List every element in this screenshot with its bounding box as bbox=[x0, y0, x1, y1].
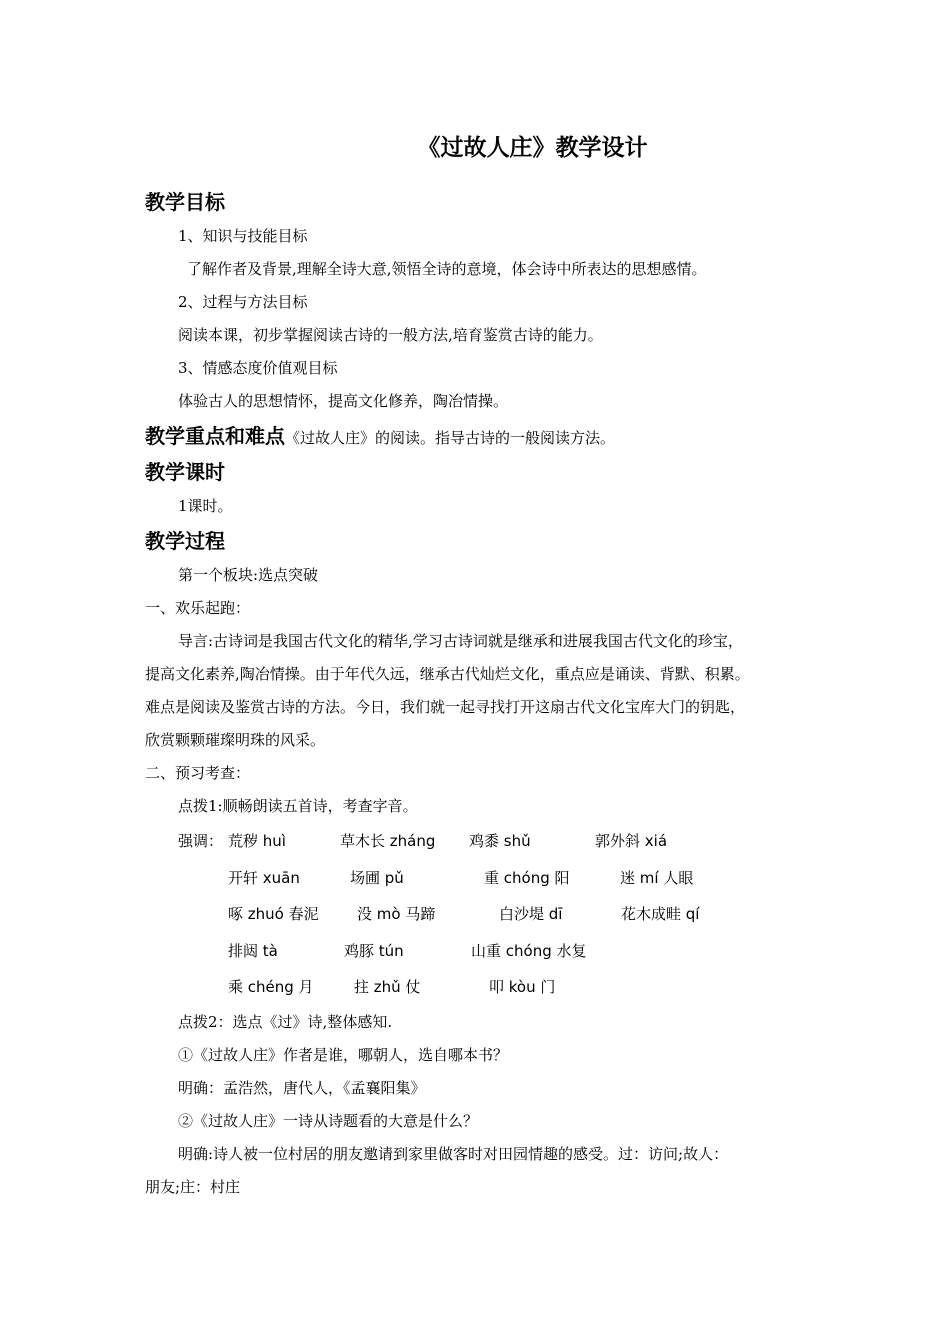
tip-2: 点拨2：选点《过》诗,整体感知. bbox=[178, 1012, 393, 1031]
pronunciation-item: 排闼 tà bbox=[228, 941, 278, 960]
goal-2-text: 阅读本课，初步掌握阅读古诗的一般方法,培育鉴赏古诗的能力。 bbox=[178, 326, 603, 344]
pronunciation-item: 没 mò 马蹄 bbox=[357, 905, 436, 923]
pronunciation-item: 啄 zhuó 春泥 bbox=[228, 905, 319, 923]
question-2: ②《过故人庄》一诗从诗题看的大意是什么？ bbox=[178, 1111, 479, 1130]
pronunciation-item: 郭外斜 xiá bbox=[595, 832, 668, 850]
heading-process: 教学过程 bbox=[145, 529, 225, 553]
block-1-title: 第一个板块:选点突破 bbox=[178, 566, 319, 584]
part-2-title: 二、预习考查： bbox=[145, 764, 251, 782]
pronunciation-item: 乘 chéng 月 bbox=[228, 978, 314, 996]
pronunciation-row bbox=[145, 823, 825, 860]
key-points-text: 《过故人庄》的阅读。指导古诗的一般阅读方法。 bbox=[285, 429, 616, 447]
pronunciation-item: 重 chóng 阳 bbox=[484, 868, 570, 887]
intro-line-3: 难点是阅读及鉴赏古诗的方法。今日，我们就一起寻找打开这扇古代文化宝库大门的钥匙， bbox=[145, 698, 746, 716]
pronunciation-item: 花木成畦 qí bbox=[621, 905, 700, 923]
answer-1: 明确：孟浩然，唐代人，《孟襄阳集》 bbox=[178, 1078, 426, 1097]
pronunciation-item: 场圃 pǔ bbox=[350, 868, 404, 887]
pronunciation-row bbox=[145, 896, 825, 933]
pronunciation-item: 草木长 zháng bbox=[340, 832, 436, 850]
answer-2-line-1: 明确:诗人被一位村居的朋友邀请到家里做客时对田园情趣的感受。过：访问;故人： bbox=[178, 1144, 729, 1163]
emphasis-label: 强调： bbox=[178, 832, 224, 850]
intro-line-4: 欣赏颗颗璀璨明珠的风采。 bbox=[145, 731, 326, 749]
pronunciation-item: 开轩 xuān bbox=[228, 868, 300, 887]
answer-2-line-2: 朋友;庄：村庄 bbox=[145, 1177, 241, 1196]
goal-2-label: 2、过程与方法目标 bbox=[178, 293, 308, 311]
hours-text: 1课时。 bbox=[178, 497, 233, 515]
goal-3-text: 体验古人的思想情怀，提高文化修养，陶冶情操。 bbox=[178, 392, 509, 410]
tip-1: 点拨1:顺畅朗读五首诗，考查字音。 bbox=[178, 797, 418, 815]
goal-1-label: 1、知识与技能目标 bbox=[178, 227, 308, 245]
pronunciation-item: 山重 chóng 水复 bbox=[471, 941, 587, 960]
intro-line-2: 提高文化素养,陶冶情操。由于年代久远，继承古代灿烂文化，重点应是诵读、背默、积累。 bbox=[145, 665, 750, 683]
document-title: 《过故人庄》教学设计 bbox=[417, 134, 648, 161]
heading-key-points bbox=[145, 420, 825, 454]
pronunciation-item: 鸡黍 shǔ bbox=[469, 832, 531, 850]
goal-3-label: 3、情感态度价值观目标 bbox=[178, 359, 338, 377]
part-1-title: 一、欢乐起跑： bbox=[145, 599, 251, 617]
goal-1-text: 了解作者及背景,理解全诗大意,领悟全诗的意境，体会诗中所表达的思想感情。 bbox=[187, 260, 707, 278]
pronunciation-row bbox=[145, 969, 825, 1006]
pronunciation-item: 叩 kòu 门 bbox=[489, 978, 556, 996]
pronunciation-item: 迷 mí 人眼 bbox=[620, 868, 694, 887]
pronunciation-row bbox=[145, 933, 825, 970]
pronunciation-item: 白沙堤 dī bbox=[499, 905, 563, 923]
pronunciation-item: 拄 zhǔ 仗 bbox=[354, 978, 421, 996]
heading-hours: 教学课时 bbox=[145, 460, 225, 484]
intro-line-1: 导言:古诗词是我国古代文化的精华,学习古诗词就是继承和进展我国古代文化的珍宝， bbox=[178, 632, 743, 650]
pronunciation-item: 荒秽 huì bbox=[228, 832, 286, 850]
pronunciation-row bbox=[145, 860, 825, 897]
pronunciation-item: 鸡豚 tún bbox=[344, 941, 404, 960]
document-body bbox=[145, 130, 825, 1204]
key-points-heading-label: 教学重点和难点 bbox=[145, 424, 285, 448]
question-1: ①《过故人庄》作者是谁，哪朝人，选自哪本书？ bbox=[178, 1045, 509, 1064]
heading-goals: 教学目标 bbox=[145, 190, 225, 214]
